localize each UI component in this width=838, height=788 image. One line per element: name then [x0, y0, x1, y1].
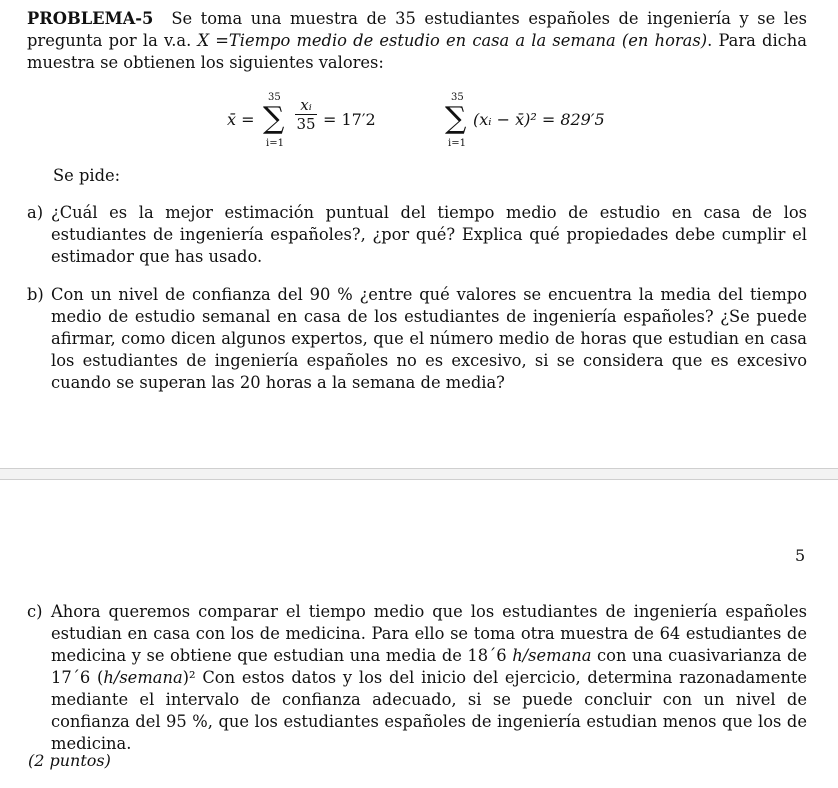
sum-squares-formula — [440, 92, 640, 152]
sum-bottom-limit: i=1 — [448, 138, 466, 149]
fraction-numerator: xᵢ — [300, 96, 312, 114]
mean-fraction — [293, 96, 319, 133]
question-text: Con un nivel de confianza del 90 % ¿entre qué valores se encuentra la media del tiempo medio de estudio semanal en casa de los estudiantes de ingeniería españoles? ¿Se puede afirmar, como dicen algunos expertos, que el número medio de horas que estudian en casa los estudiantes de ingeniería españoles no es excesivo, si se considera que es excesivo cuando se superan las 20 horas a la semana de media? — [51, 285, 807, 392]
question-c — [27, 601, 807, 755]
sum-top-limit: 35 — [451, 92, 464, 103]
sum-squares-expression: (xᵢ − x̄)² = 829′5 — [473, 110, 605, 129]
sum-top-limit: 35 — [268, 92, 281, 103]
question-label: b) — [27, 285, 44, 304]
mean-result: = 17′2 — [323, 110, 376, 129]
unit-hours-week: h/semana — [512, 646, 592, 665]
intro-italic: Tiempo medio de estudio en casa a la semana (en horas) — [228, 31, 708, 50]
sum-bottom-limit: i=1 — [266, 138, 284, 149]
page-bottom — [0, 480, 838, 788]
problem-title: PROBLEMA-5 — [27, 9, 154, 28]
question-label: a) — [27, 203, 44, 222]
question-text: ¿Cuál es la mejor estimación puntual del tiempo medio de estudio en casa de los estudiantes de ingeniería españoles?, ¿por qué? Explica qué propiedades debe cumplir el estimador que has usado. — [51, 203, 807, 266]
mean-lhs: x̄ = — [227, 110, 255, 129]
question-b — [27, 284, 807, 394]
question-text-part-2: con una cuasivarianza de 17´6 ( — [51, 646, 808, 687]
intro-text-2: . Para dicha muestra se obtienen los siguientes valores: — [27, 31, 807, 72]
mean-formula — [227, 92, 387, 152]
question-text-part-1: Ahora queremos comparar el tiempo medio que los estudiantes de ingeniería españoles estudian en casa con los de medicina. Para ello se toma otra muestra de 64 estudiantes de medicina y se obtiene que estudian una media de 18´6 — [51, 602, 807, 665]
fraction-denominator: 35 — [296, 115, 316, 133]
question-label: c) — [27, 602, 43, 621]
sigma-symbol: ∑ — [263, 101, 285, 136]
intro-variable: X = — [197, 31, 229, 50]
points-label: (2 puntos) — [28, 751, 111, 770]
unit-hours-week: h/semana — [103, 668, 183, 687]
problem-statement — [27, 8, 807, 74]
page-break — [0, 468, 838, 480]
se-pide-label: Se pide: — [53, 166, 121, 185]
page-number: 5 — [795, 546, 806, 565]
intro-text-1: Se toma una muestra de 35 estudiantes españoles de ingeniería y se les pregunta por la v.a. — [27, 9, 807, 50]
question-text — [51, 601, 807, 755]
question-text-part-3: )² Con estos datos y los del inicio del ejercicio, determina razonadamente mediante el intervalo de confianza adecuado, si se puede concluir con un nivel de confianza del 95 %, que los estudiantes españoles de ingeniería estudian menos que los de medicina. — [51, 668, 807, 753]
sigma-symbol: ∑ — [445, 101, 467, 136]
question-a — [27, 202, 807, 268]
